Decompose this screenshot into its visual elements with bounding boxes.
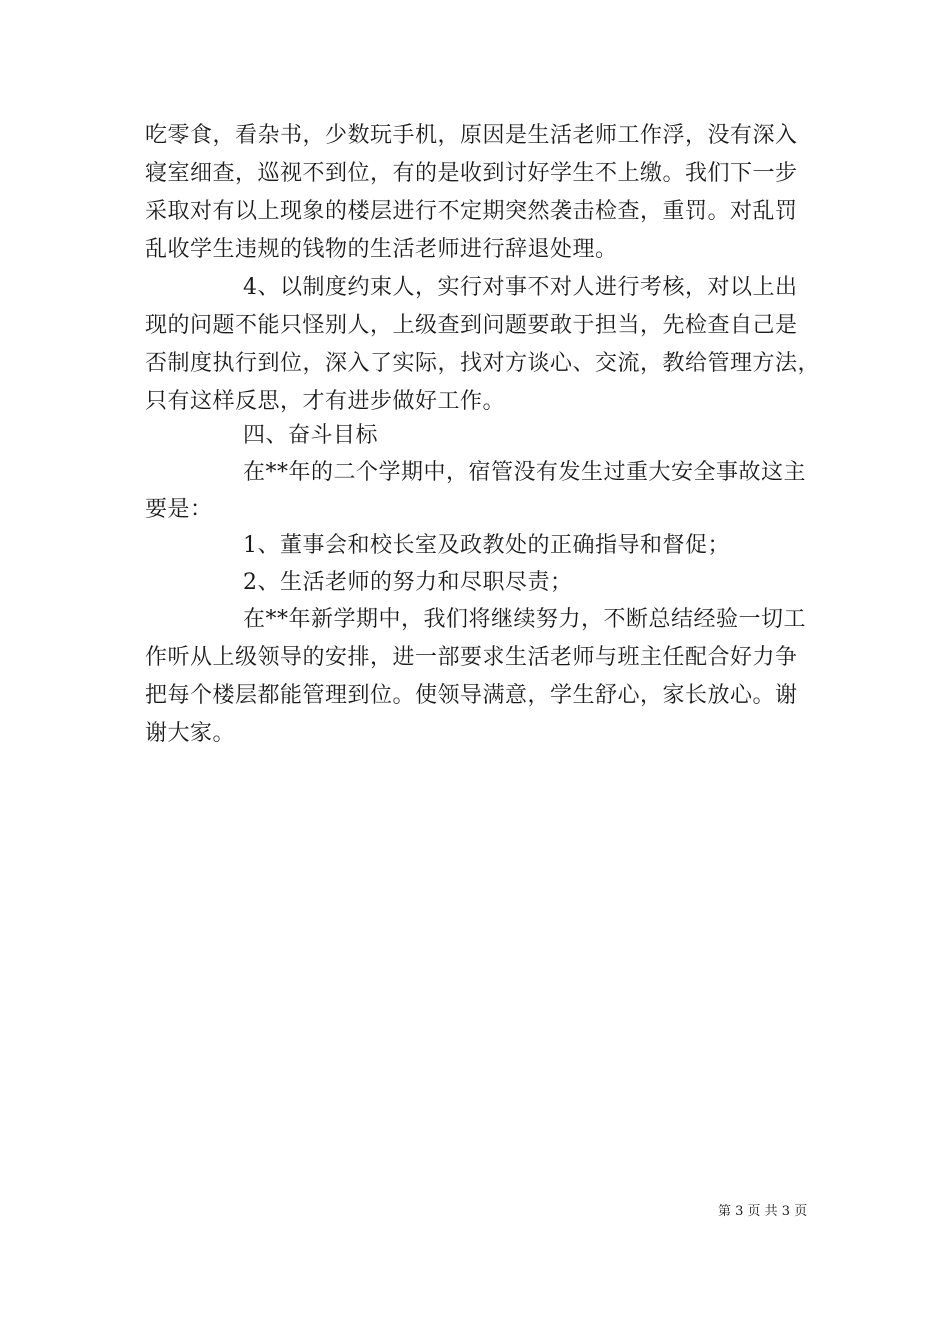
text-line: 寝室细查，巡视不到位，有的是收到讨好学生不上缴。我们下一步 (145, 161, 798, 186)
text-line: 采取对有以上现象的楼层进行不定期突然袭击检查，重罚。对乱罚 (145, 199, 798, 224)
text-line: 谢大家。 (145, 721, 236, 746)
text-line: 要是： (145, 497, 213, 522)
text-line: 现的问题不能只怪别人，上级查到问题要敢于担当，先检查自己是 (145, 313, 798, 338)
text-line: 只有这样反思，才有进步做好工作。 (145, 389, 506, 414)
page-footer: 第 3 页 共 3 页 (718, 1204, 808, 1219)
list-item: 2、生活老师的努力和尽职尽责； (243, 570, 573, 595)
text-line: 否制度执行到位，深入了实际，找对方谈心、交流，教给管理方法， (145, 351, 821, 376)
text-line: 在**年新学期中，我们将继续努力，不断总结经验一切工 (243, 607, 807, 632)
text-line: 在**年的二个学期中，宿管没有发生过重大安全事故这主 (243, 460, 807, 485)
text-line: 把每个楼层都能管理到位。使领导满意，学生舒心，家长放心。谢 (145, 683, 798, 708)
list-item: 1、董事会和校长室及政教处的正确指导和督促； (243, 533, 730, 558)
text-line: 作听从上级领导的安排，进一部要求生活老师与班主任配合好力争 (145, 645, 798, 670)
text-line: 吃零食，看杂书，少数玩手机，原因是生活老师工作浮，没有深入 (145, 123, 798, 148)
section-heading: 四、奋斗目标 (243, 423, 379, 448)
text-line: 4、以制度约束人，实行对事不对人进行考核，对以上出 (243, 275, 798, 300)
text-line: 乱收学生违规的钱物的生活老师进行辞退处理。 (145, 237, 618, 262)
